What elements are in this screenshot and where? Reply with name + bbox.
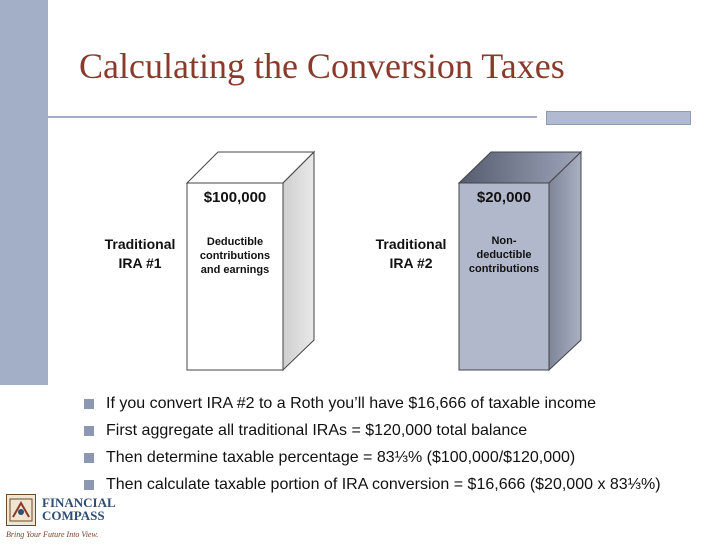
bullet-item xyxy=(84,420,704,442)
logo-name xyxy=(42,496,116,522)
box2-contents-line: Non- xyxy=(491,235,517,247)
box1-side xyxy=(283,152,314,370)
logo-name-line: FINANCIAL xyxy=(42,495,116,510)
bullet-list xyxy=(84,393,704,501)
financial-compass-logo xyxy=(6,494,138,538)
logo-tagline: Bring Your Future Into View. xyxy=(6,530,99,539)
box1-account-line: IRA #1 xyxy=(118,255,162,271)
bullet-text: Then calculate taxable portion of IRA conversion = $16,666 ($20,000 x 83⅓%) xyxy=(106,476,661,493)
square-bullet-icon xyxy=(84,453,94,463)
box1-contents xyxy=(187,235,283,277)
box2-contents-line: contributions xyxy=(468,263,540,275)
logo-name-line: COMPASS xyxy=(42,508,105,523)
box2-contents-line: deductible xyxy=(476,249,532,261)
compass-book-icon xyxy=(6,494,36,526)
box2-front xyxy=(459,183,549,370)
bullet-text: First aggregate all traditional IRAs = $120,000 total balance xyxy=(106,422,528,439)
bullet-text: Then determine taxable percentage = 83⅓% ($100,000/$120,000) xyxy=(106,449,576,466)
bullet-item xyxy=(84,447,704,469)
box2-amount: $20,000 xyxy=(476,189,532,206)
box2-account-label xyxy=(363,235,459,273)
box2-contents xyxy=(459,234,549,276)
box2-side xyxy=(549,152,581,370)
box1-contents-line: contributions xyxy=(199,250,271,262)
box1-account-line: Traditional xyxy=(104,236,176,252)
bullet-text: If you convert IRA #2 to a Roth you’ll have $16,666 of taxable income xyxy=(106,395,597,412)
box1-amount: $100,000 xyxy=(203,189,267,206)
square-bullet-icon xyxy=(84,426,94,436)
box2-account-line: Traditional xyxy=(375,236,447,252)
page-title: Calculating the Conversion Taxes xyxy=(79,46,565,86)
box1-contents-line: Deductible xyxy=(206,236,264,248)
square-bullet-icon xyxy=(84,480,94,490)
bullet-item xyxy=(84,393,704,415)
box1-contents-line: and earnings xyxy=(200,264,270,276)
square-bullet-icon xyxy=(84,399,94,409)
box1-account-label xyxy=(92,235,188,273)
box2-account-line: IRA #2 xyxy=(389,255,433,271)
bullet-item xyxy=(84,474,704,496)
